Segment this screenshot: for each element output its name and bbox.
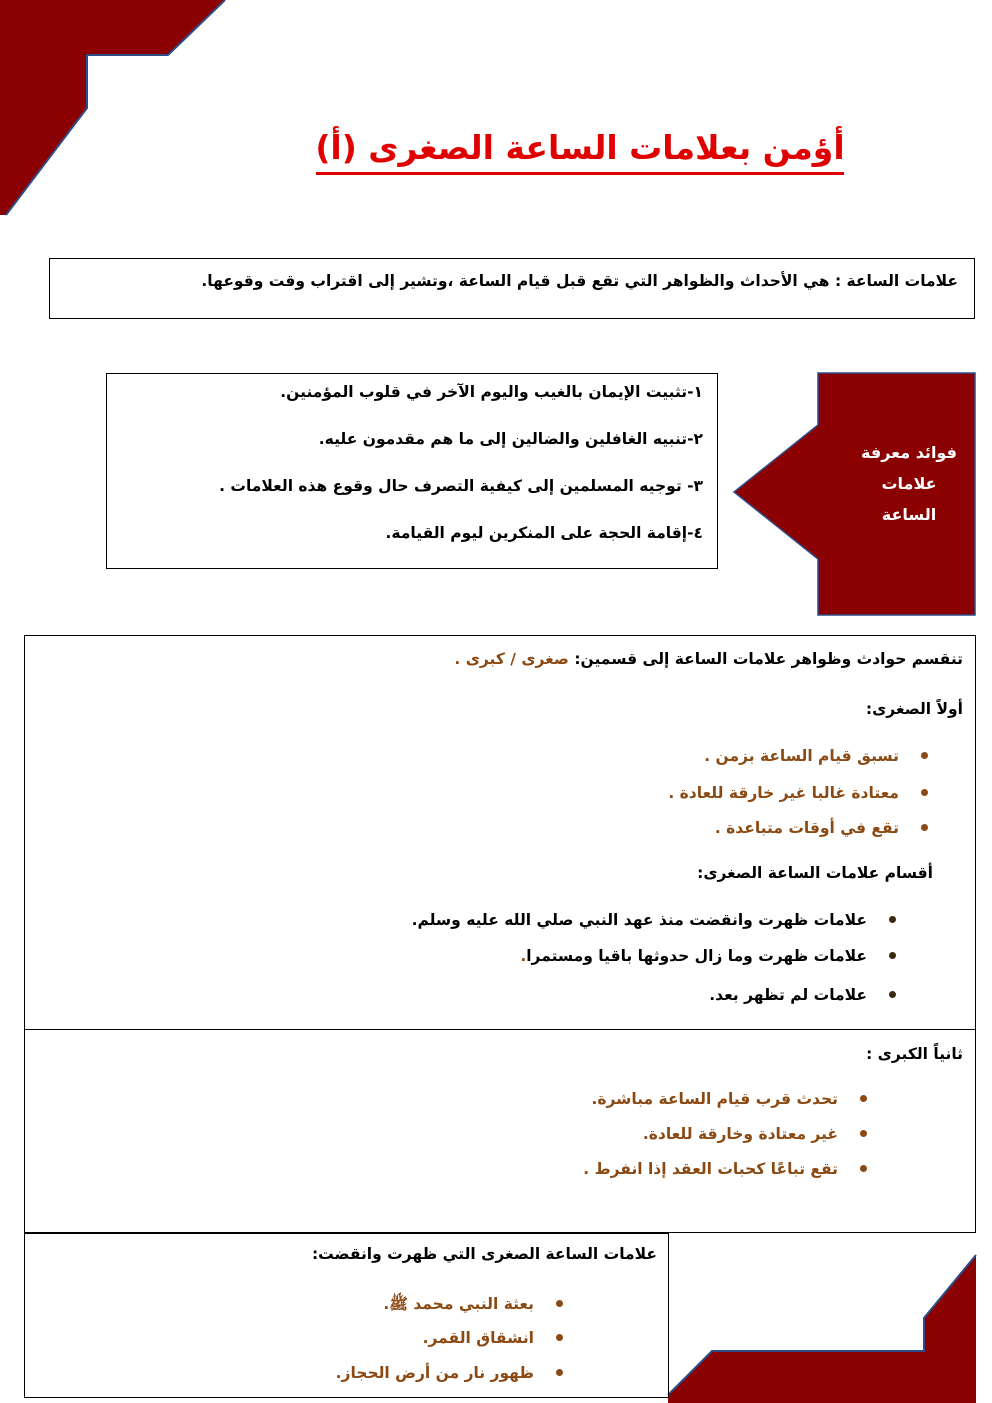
benefit-item: ١-تثبيت الإيمان بالغيب واليوم الآخر في قلوب المؤمنين.: [280, 383, 703, 401]
definition-text: علامات الساعة : هي الأحداث والظواهر التي تقع قبل قيام الساعة ،وتشير إلى اقتراب وقت وقوعها.: [201, 272, 958, 290]
benefit-item: ٢-تنبيه الغافلين والضالين إلى ما هم مقدمون عليه.: [318, 430, 703, 448]
minor-trait-text: تقع في أوقات متباعدة .: [714, 819, 899, 837]
past-sign-item: [423, 1326, 563, 1350]
bullet-icon: [556, 1300, 563, 1307]
minor-section-text: علامات ظهرت وما زال حدوثها باقيا ومستمرا: [526, 947, 867, 965]
minor-section-item: [520, 944, 896, 968]
benefits-box: [106, 373, 718, 569]
bullet-icon: [860, 1130, 867, 1137]
minor-section-item: [412, 908, 896, 932]
past-sign-text: ظهور نار من أرض الحجاز.: [335, 1364, 534, 1382]
major-trait: [643, 1122, 867, 1146]
section-divider: [24, 1029, 976, 1030]
bullet-icon: [889, 952, 896, 959]
bullet-icon: [921, 824, 928, 831]
bullet-icon: [860, 1165, 867, 1172]
benefits-heading-line: الساعة: [881, 505, 937, 524]
past-sign-text: بعثة النبي محمد ﷺ.: [383, 1295, 534, 1313]
bullet-icon: [860, 1095, 867, 1102]
bullet-icon: [921, 789, 928, 796]
benefits-heading-line: علامات: [881, 474, 937, 493]
bullet-icon: [921, 752, 928, 759]
minor-trait: [668, 781, 928, 805]
major-trait: [591, 1087, 867, 1111]
minor-heading: أولاً الصغرى:: [865, 700, 963, 718]
major-trait-text: تحدث قرب قيام الساعة مباشرة.: [591, 1090, 838, 1108]
top-left-corner-decoration: [0, 0, 230, 225]
division-intro: [454, 647, 963, 671]
minor-section-text: علامات ظهرت وانقضت منذ عهد النبي صلي الله عليه وسلم.: [411, 911, 867, 929]
bullet-icon: [556, 1369, 563, 1376]
minor-section-item: [709, 983, 896, 1007]
benefits-heading: [845, 437, 973, 530]
benefit-item: ٤-إقامة الحجة على المنكرين ليوم القيامة.: [385, 524, 703, 542]
minor-section-text: علامات لم تظهر بعد.: [709, 986, 867, 1004]
major-trait: [583, 1157, 867, 1181]
major-heading: ثانياً الكبرى :: [866, 1045, 963, 1063]
minor-sections-heading: أقسام علامات الساعة الصغرى:: [697, 864, 933, 882]
past-sign-item: [383, 1292, 563, 1316]
past-signs-heading: علامات الساعة الصغرى التي ظهرت وانقضت:: [311, 1245, 657, 1263]
minor-trait-text: معتادة غالبا غير خارقة للعادة .: [668, 784, 899, 802]
benefit-item: ٣- توجيه المسلمين إلى كيفية التصرف حال وقوع هذه العلامات .: [219, 477, 703, 495]
major-trait-text: تقع تباعًا كحبات العقد إذا انفرط .: [583, 1160, 838, 1178]
minor-trait: [715, 816, 928, 840]
minor-trait: [704, 744, 928, 768]
minor-trait-text: تسبق قيام الساعة بزمن .: [704, 747, 899, 765]
past-sign-item: [336, 1361, 563, 1385]
division-intro-text: تنقسم حوادث وظواهر علامات الساعة إلى قسمين:: [574, 650, 963, 668]
bullet-icon: [889, 991, 896, 998]
bottom-right-corner-decoration: [660, 1248, 992, 1403]
page-title: أؤمن بعلامات الساعة الصغرى (أ): [315, 128, 845, 167]
division-types: صغرى / كبرى .: [454, 650, 569, 668]
benefits-heading-line: فوائد معرفة: [861, 443, 957, 462]
minor-section-dot: .: [520, 947, 527, 965]
past-sign-text: انشقاق القمر.: [422, 1329, 534, 1347]
title-underline: [316, 172, 844, 175]
bullet-icon: [556, 1334, 563, 1341]
bullet-icon: [889, 916, 896, 923]
definition-box: [49, 258, 975, 319]
major-trait-text: غير معتادة وخارقة للعادة.: [642, 1125, 838, 1143]
